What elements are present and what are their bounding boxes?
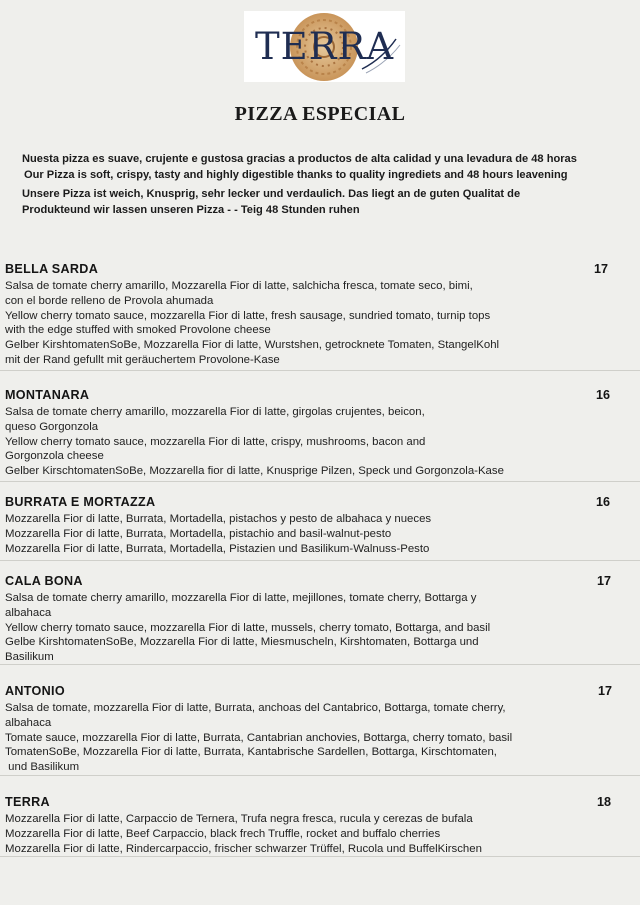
intro-english: Our Pizza is soft, crispy, tasty and highly digestible thanks to quality ingrediets and 48 hours leavening	[24, 169, 568, 181]
description-line: Mozzarella Fior di latte, Beef Carpaccio, black frech Truffle, rocket and buffalo cherries	[5, 827, 441, 840]
description-line: Yellow cherry tomato sauce, mozzarella Fior di latte, mussels, cherry tomato, Bottarga, and basil	[5, 621, 491, 634]
item-description	[5, 512, 605, 556]
item-price: 17	[597, 574, 612, 588]
description-line: Gelber KirshtomatenSoBe, Mozzarella Fior di latte, Wurstshen, getrocknete Tomaten, StangelKohl	[5, 339, 500, 352]
description-line: Salsa de tomate, mozzarella Fior di latte, Burrata, anchoas del Cantabrico, Bottarga, tomate cherry,	[5, 702, 506, 714]
intro-spanish: Nuesta pizza es suave, crujente e gustosa gracias a productos de alta calidad y una levadura de 48 horas	[22, 153, 577, 165]
description-line: Gorgonzola cheese	[5, 450, 104, 463]
description-line: Mozzarella Fior di latte, Rindercarpaccio, frischer schwarzer Trüffel, Rucola und BuffelKirschen	[5, 842, 482, 855]
description-line: with the edge stuffed with smoked Provolone cheese	[5, 324, 271, 337]
item-description	[5, 701, 605, 775]
description-line: Salsa de tomate cherry amarillo, mozzarella Fior di latte, mejillones, tomate cherry, Bottarga y	[5, 592, 477, 604]
item-name: BURRATA E MORTAZZA	[5, 495, 156, 509]
item-price: 18	[597, 795, 612, 809]
description-line: Mozzarella Fior di latte, Carpaccio de Ternera, Trufa negra fresca, rucula y cerezas de bufala	[5, 813, 473, 825]
description-line: Gelber KirschtomatenSoBe, Mozzarella fior di latte, Knusprige Pilzen, Speck und Gorgonzola-Kase	[5, 465, 504, 478]
divider	[0, 775, 640, 776]
description-line: mit der Rand gefullt mit geräuchertem Provolone-Kase	[5, 353, 280, 366]
description-line: Mozzarella Fior di latte, Burrata, Mortadella, Pistazien und Basilikum-Walnuss-Pesto	[5, 542, 430, 555]
item-price: 17	[594, 262, 609, 276]
divider	[0, 560, 640, 561]
description-line: Yellow cherry tomato sauce, mozzarella Fior di latte, crispy, mushrooms, bacon and	[5, 435, 426, 448]
item-name: BELLA SARDA	[5, 262, 99, 276]
description-line: Basilikum	[5, 651, 54, 664]
item-price: 16	[596, 495, 611, 509]
item-name: MONTANARA	[5, 388, 90, 402]
description-line: albahaca	[5, 716, 52, 729]
item-description	[5, 405, 605, 479]
description-line: TomatenSoBe, Mozzarella Fior di latte, Burrata, Kantabrische Sardellen, Bottarga, Kirschtomaten,	[5, 746, 497, 759]
description-line: Tomate sauce, mozzarella Fior di latte, Burrata, Cantabrian anchovies, Bottarga, cherry tomato, basil	[5, 731, 513, 744]
divider	[0, 481, 640, 482]
item-price: 17	[598, 684, 613, 698]
description-line: Salsa de tomate cherry amarillo, mozzarella Fior di latte, girgolas crujentes, beicon,	[5, 406, 425, 418]
item-name: ANTONIO	[5, 684, 65, 698]
description-line: Yellow cherry tomato sauce, mozzarella Fior di latte, fresh sausage, sundried tomato, turnip tops	[5, 309, 491, 322]
page-title: PIZZA ESPECIAL	[234, 103, 406, 125]
description-line: und Basilikum	[5, 761, 80, 774]
description-line: con el borde relleno de Provola ahumada	[5, 294, 214, 307]
description-line: Gelbe KirshtomatenSoBe, Mozzarella Fior di latte, Miesmuscheln, Kirshtomaten, Bottarga und	[5, 636, 479, 649]
intro-german-line-2: Produkteund wir lassen unseren Pizza - - Teig 48 Stunden ruhen	[22, 204, 360, 216]
description-line: albahaca	[5, 606, 52, 619]
description-line: Salsa de tomate cherry amarillo, Mozzarella Fior di latte, salchicha fresca, tomate seco, bimi,	[5, 280, 473, 292]
item-description	[5, 279, 605, 368]
item-name: CALA BONA	[5, 574, 83, 588]
terra-logo	[244, 11, 405, 82]
description-line: Mozzarella Fior di latte, Burrata, Mortadella, pistachio and basil-walnut-pesto	[5, 527, 392, 540]
item-description	[5, 812, 605, 856]
intro-text	[22, 151, 622, 218]
intro-german	[22, 186, 622, 218]
item-price: 16	[596, 388, 611, 402]
description-line: Mozzarella Fior di latte, Burrata, Mortadella, pistachos y pesto de albahaca y nueces	[5, 513, 432, 525]
item-name: TERRA	[5, 795, 50, 809]
item-description	[5, 591, 605, 665]
description-line: queso Gorgonzola	[5, 420, 99, 433]
divider	[0, 856, 640, 857]
intro-german-line-1: Unsere Pizza ist weich, Knusprig, sehr lecker und verdaulich. Das liegt an de guten Qualitat de	[22, 188, 521, 200]
logo-wordmark: TERRA	[254, 25, 395, 68]
divider	[0, 664, 640, 665]
divider	[0, 370, 640, 371]
